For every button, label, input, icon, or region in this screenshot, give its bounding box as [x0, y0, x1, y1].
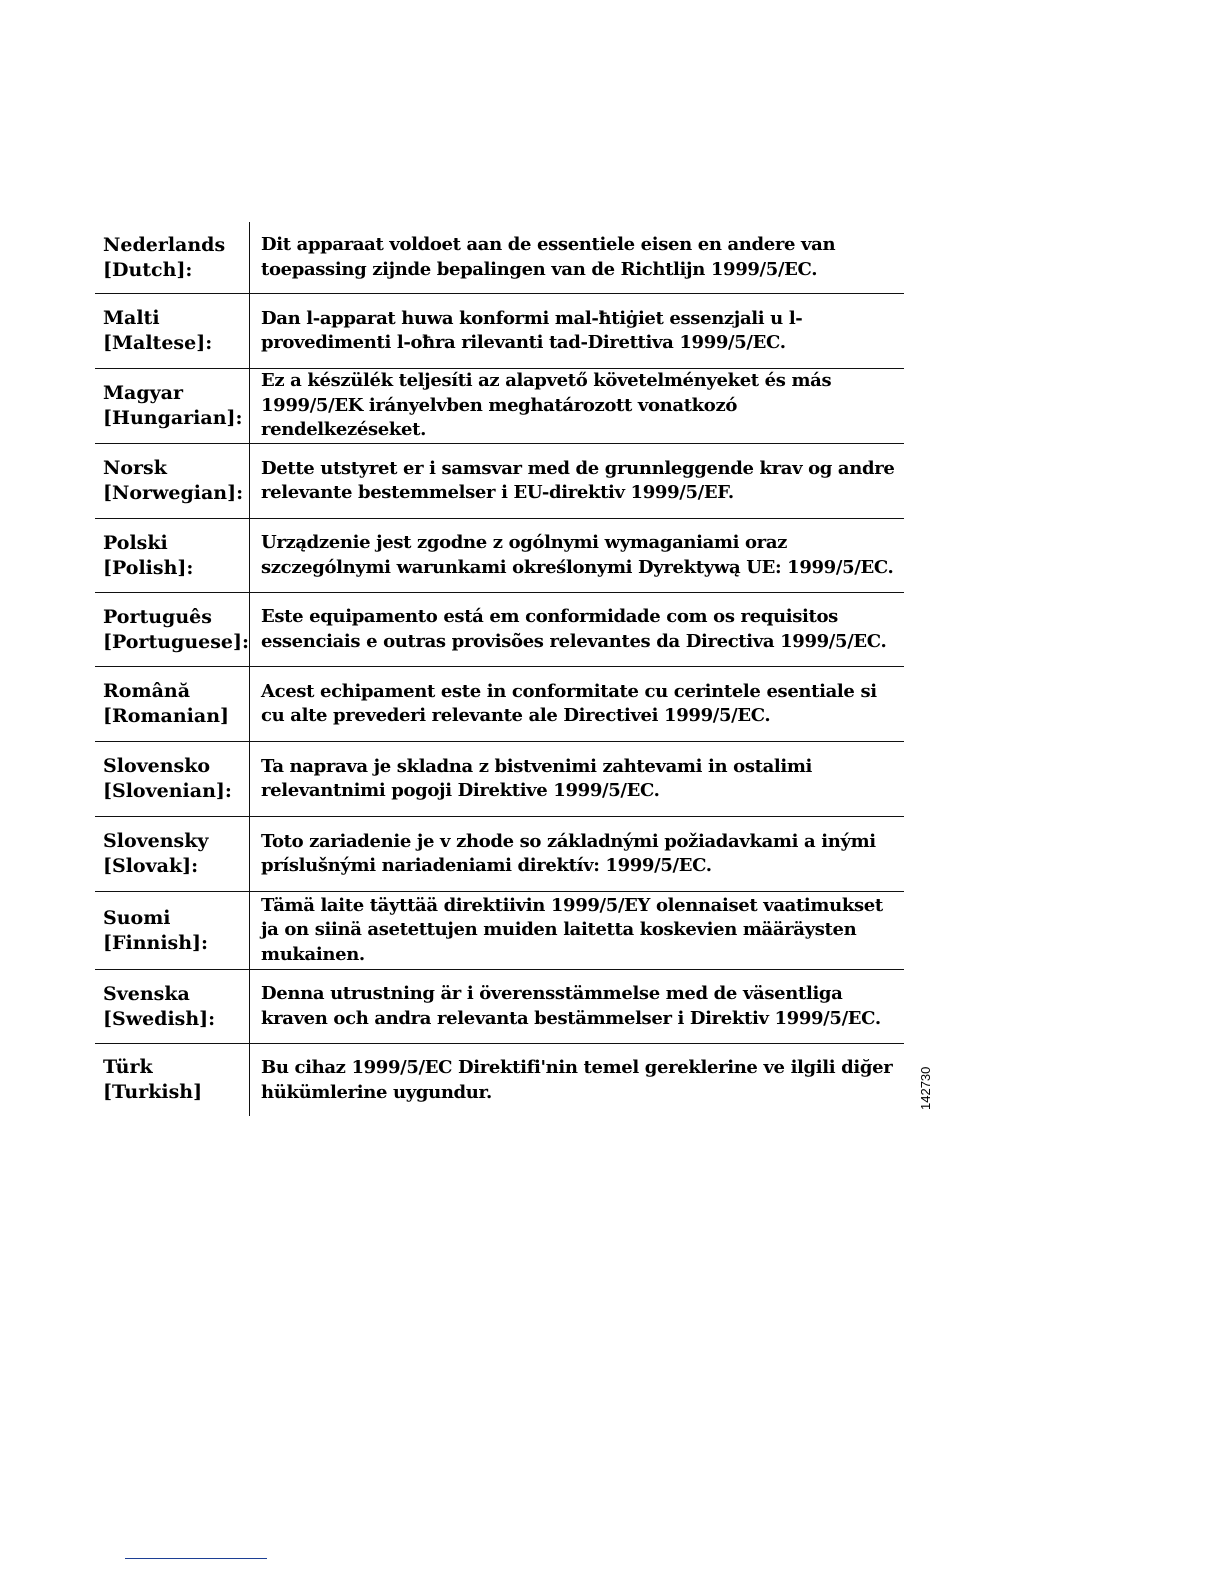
declaration-text: Ez a készülék teljesíti az alapvető követelményeket és más 1999/5/EK irányelvben meghatározott vonatkozó rendelkezéseket.: [261, 370, 832, 441]
language-name: Magyar: [103, 382, 183, 404]
language-name: Malti: [103, 307, 160, 329]
declaration-text-cell: [250, 742, 904, 816]
declaration-text: Toto zariadenie je v zhode so základnými požiadavkami a inými príslušnými nariadeniami direktív: 1999/5/EC.: [261, 830, 876, 876]
language-name: Polski: [103, 531, 168, 554]
declaration-text: Dan l-apparat huwa konformi mal-ħtiġiet essenzjali u l-provedimenti l-oħra rilevanti tad-Direttiva 1999/5/EC.: [261, 307, 803, 353]
language-name: Norsk: [103, 457, 167, 479]
language-cell: [95, 294, 250, 368]
declaration-text-cell: [250, 817, 904, 891]
language-english-name: [Hungarian]:: [103, 407, 243, 429]
declaration-row-turkish: [95, 1044, 904, 1116]
language-cell: [95, 892, 250, 969]
language-cell: [95, 970, 250, 1043]
language-cell: [95, 369, 250, 443]
language-name: Suomi: [103, 906, 171, 929]
language-name: Slovensko: [103, 755, 211, 777]
declaration-text-cell: [250, 294, 904, 368]
footnote-divider: [125, 1558, 267, 1559]
declaration-row-polish: [95, 519, 904, 593]
declaration-text-cell: [250, 519, 904, 592]
declaration-row-swedish: [95, 970, 904, 1044]
declaration-text-cell: [250, 892, 904, 969]
language-english-name: [Dutch]:: [103, 258, 193, 281]
declaration-text-cell: [250, 369, 904, 443]
language-english-name: [Finnish]:: [103, 931, 209, 954]
declaration-text-cell: [250, 1044, 904, 1116]
declaration-text: Tämä laite täyttää direktiivin 1999/5/EY olennaiset vaatimukset ja on siinä asetettujen muiden laitetta koskevien määräysten mukainen.: [261, 894, 883, 965]
language-cell: [95, 593, 250, 666]
language-english-name: [Swedish]:: [103, 1007, 216, 1030]
language-english-name: [Maltese]:: [103, 332, 213, 354]
declaration-table: [95, 222, 904, 1116]
language-name: Svenska: [103, 982, 190, 1005]
declaration-text: Urządzenie jest zgodne z ogólnymi wymaganiami oraz szczególnymi warunkami określonymi Dyrektywą UE: 1999/5/EC.: [261, 532, 894, 578]
declaration-row-romanian: [95, 667, 904, 742]
language-cell: [95, 667, 250, 741]
declaration-row-hungarian: [95, 369, 904, 444]
language-english-name: [Norwegian]:: [103, 482, 244, 504]
language-cell: [95, 742, 250, 816]
declaration-text-cell: [250, 593, 904, 666]
language-name: Português: [103, 605, 212, 628]
declaration-text: Denna utrustning är i överensstämmelse med de väsentliga kraven och andra relevanta bestämmelser i Direktiv 1999/5/EC.: [261, 983, 881, 1029]
language-english-name: [Romanian]: [103, 705, 230, 727]
language-cell: [95, 222, 250, 293]
language-english-name: [Turkish]: [103, 1081, 203, 1103]
language-cell: [95, 444, 250, 518]
declaration-row-dutch: [95, 222, 904, 294]
declaration-text: Ta naprava je skladna z bistvenimi zahtevami in ostalimi relevantnimi pogoji Direktive 1999/5/EC.: [261, 755, 813, 801]
language-cell: [95, 817, 250, 891]
language-name: Nederlands: [103, 233, 226, 256]
language-english-name: [Slovenian]:: [103, 780, 232, 802]
declaration-row-norwegian: [95, 444, 904, 519]
declaration-text-cell: [250, 667, 904, 741]
declaration-text: Este equipamento está em conformidade com os requisitos essenciais e outras provisões relevantes da Directiva 1999/5/EC.: [261, 606, 887, 652]
figure-number: 142730: [918, 1066, 933, 1110]
declaration-row-slovak: [95, 817, 904, 892]
declaration-text: Dit apparaat voldoet aan de essentiele eisen en andere van toepassing zijnde bepalingen van de Richtlijn 1999/5/EC.: [261, 234, 836, 280]
declaration-row-finnish: [95, 892, 904, 970]
declaration-row-slovenian: [95, 742, 904, 817]
language-english-name: [Portuguese]:: [103, 630, 250, 653]
declaration-text-cell: [250, 222, 904, 293]
declaration-text: Bu cihaz 1999/5/EC Direktifi'nin temel gereklerine ve ilgili diğer hükümlerine uygundur.: [261, 1057, 893, 1103]
language-cell: [95, 1044, 250, 1116]
declaration-row-maltese: [95, 294, 904, 369]
declaration-text-cell: [250, 444, 904, 518]
language-english-name: [Slovak]:: [103, 855, 199, 877]
declaration-text-cell: [250, 970, 904, 1043]
language-name: Română: [103, 680, 191, 702]
declaration-text: Dette utstyret er i samsvar med de grunnleggende krav og andre relevante bestemmelser i EU-direktiv 1999/5/EF.: [261, 457, 895, 503]
language-name: Türk: [103, 1056, 153, 1078]
language-name: Slovensky: [103, 830, 209, 852]
language-cell: [95, 519, 250, 592]
declaration-row-portuguese: [95, 593, 904, 667]
language-english-name: [Polish]:: [103, 556, 194, 579]
declaration-text: Acest echipament este in conformitate cu cerintele esentiale si cu alte prevederi relevante ale Directivei 1999/5/EC.: [261, 680, 877, 726]
